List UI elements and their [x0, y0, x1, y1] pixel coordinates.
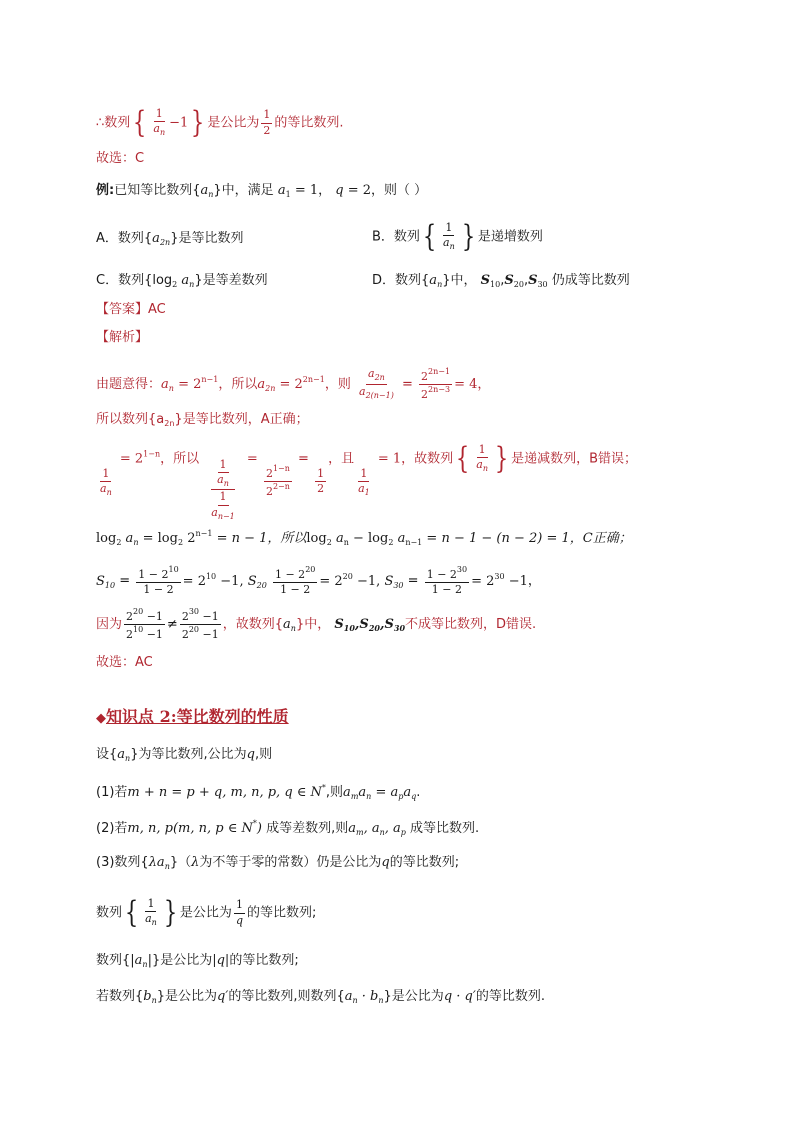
property-6: 若数列$\{b_n\}$是公比为q′的等比数列,则数列$\{a_n \cdot b_n\}$是公比为q · q′的等比数列.	[96, 989, 545, 1005]
text: −1	[169, 115, 189, 131]
answer-line: 【答案】AC	[96, 302, 166, 317]
property-4: 数列{ $\frac{1}{a_n}$ } 是公比为 $\frac{1}{q}$ 的等比数列;	[96, 895, 317, 930]
left-brace: {	[133, 105, 147, 140]
property-2: (2)若m, n, p(m, n, p ∈ N*) 成等差数列,则$a_m$, $a_n$, $a_p$ 成等比数列.	[96, 819, 480, 837]
property-1: (1)若m + n = p + q, m, n, p, q ∈ N*,则$a_ma_n = a_pa_q$.	[96, 783, 421, 801]
right-brace: }	[191, 105, 205, 140]
example-label: 例:	[96, 183, 115, 198]
diamond-icon: ◆	[96, 711, 106, 726]
example-line: 例:已知等比数列$\{a_n\}$中，满足 $a_1 = 1$， q = 2，则（ ）	[96, 183, 428, 199]
answer-choice-line: 故选：C	[96, 151, 145, 166]
fraction: $\frac{1}{a_n}$	[153, 107, 166, 138]
fraction: $\frac{1}{2}$	[263, 108, 271, 137]
option-c: C．数列{$\log_2$ $a_n$}是等差数列	[96, 273, 268, 289]
section-intro: 设$\{a_n\}$为等比数列,公比为q,则	[96, 747, 273, 763]
analysis-line-6: 因为 $\frac{2^{20} -1}{2^{10} -1}$ ≠ $\frac{2^{30} -1}{2^{20} -1}$ ，故数列$\{a_n\}$中， $S_{10},S_{20},S_{30}$不成等比数列，D错误.	[96, 607, 537, 642]
option-b: B．数列{ $\frac{1}{a_n}$ } 是递增数列	[372, 219, 543, 254]
property-5: 数列$\{|a_n|\}$是公比为|q|的等比数列;	[96, 953, 299, 969]
property-3: (3)数列$\{\lambda a_n\}(\lambda$为不等于零的常数）仍是公比为q的等比数列;	[96, 855, 460, 871]
section-heading	[96, 709, 289, 725]
analysis-line-4: $\log_2 a_n = \log_2 2^{n-1} = n - 1$，所以$\log_2 a_n - \log_2 a_{n-1} = n - 1 - (n - 2) = 1$，C正确；	[96, 529, 632, 547]
text: ∴数列	[96, 115, 131, 131]
analysis-line-2: 所以数列$\{a_{2n}\}$是等比数列，A正确；	[96, 412, 309, 428]
text: 的等比数列.	[274, 115, 344, 131]
analysis-line-3: $\frac{1}{a_n}$ = $2^{1-n}$，所以 $\frac{\frac{1}{a_n}}{\frac{1}{a_{n-1}}}$ = $\frac{2^{1-n}}{2^{2-n}}$ = $\frac{1}{2}$ ，且 $\frac{1}{a_1}$ = 1，故数列{ $\frac{1}{a_n}$ } 是递减数列，B错误；	[100, 441, 638, 521]
final-answer: 故选：AC	[96, 655, 153, 670]
analysis-label: 【解析】	[96, 330, 149, 345]
analysis-line-1: 由题意得：$a_n = 2^{n-1}$，所以$a_{2n} = 2^{2n-1}$，则 $\frac{a_{2n}}{a_{2(n-1)}}$ = $\frac{2^{2n-1}}{2^{2n-3}}$ = 4，	[96, 367, 491, 402]
analysis-line-5: $S_{10}$ = $\frac{1 - 2^{10}}{1 - 2}$ = $2^{10} -1$, $S_{20}$ $\frac{1 - 2^{20}}{1 - 2}$ = $2^{20} -1$, $S_{30}$ = $\frac{1 - 2^{30}}{1 - 2}$ = $2^{30} -1$，	[96, 565, 541, 597]
option-a: A．数列$\{a_{2n}\}$是等比数列	[96, 231, 244, 247]
conclusion-line	[96, 105, 344, 140]
text: 是公比为	[207, 115, 260, 131]
section-title: 知识点 2:等比数列的性质	[106, 707, 289, 726]
option-d: D．数列$\{a_n\}$中， $S_{10},S_{20},S_{30}$ 仍成等比数列	[372, 273, 630, 289]
